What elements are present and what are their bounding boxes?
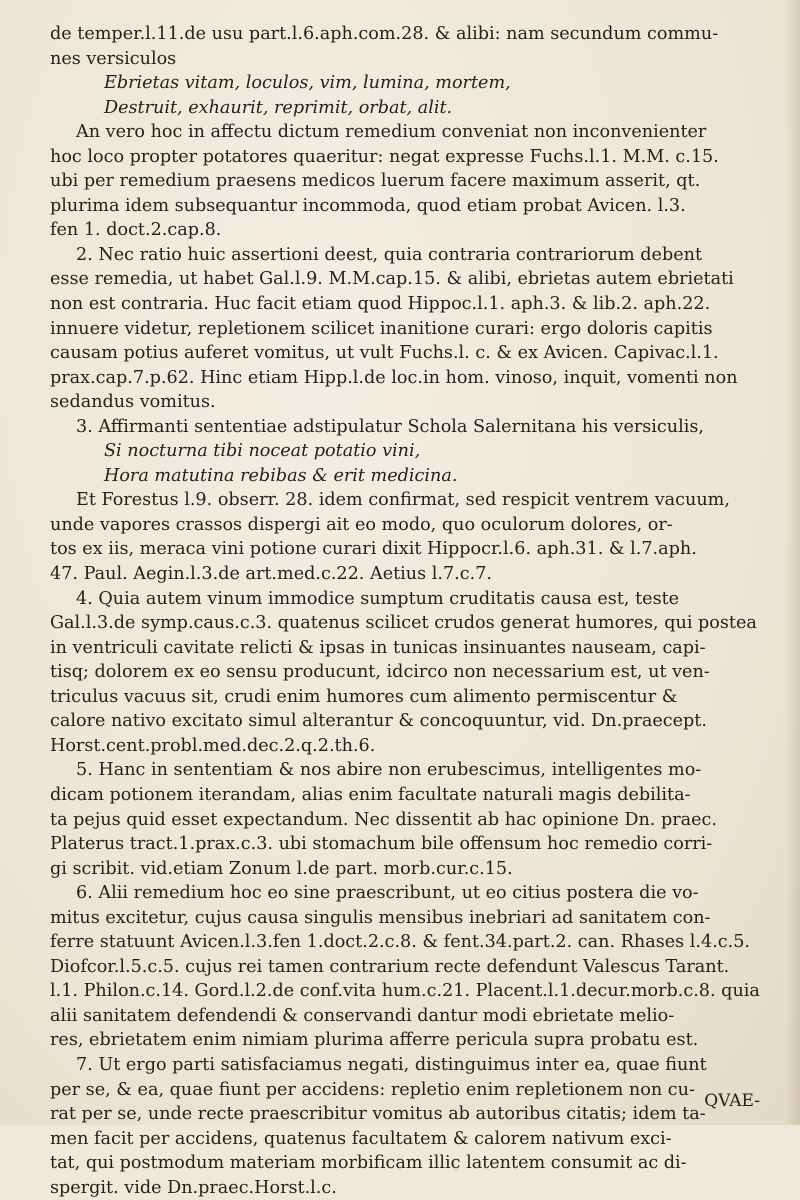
text-line: triculus vacuus sit, crudi enim humores cum alimento permiscentur & bbox=[50, 686, 678, 707]
text-line: Destruit, exhaurit, reprimit, orbat, alit. bbox=[104, 97, 453, 118]
text-line: 6. Alii remedium hoc eo sine praescribunt, ut eo citius postera die vo- bbox=[76, 883, 699, 904]
text-line: ta pejus quid esset expectandum. Nec dissentit ab hac opinione Dn. praec. bbox=[50, 809, 717, 830]
text-line: l.1. Philon.c.14. Gord.l.2.de conf.vita hum.c.21. Placent.l.1.decur.morb.c.8. quia bbox=[50, 981, 760, 1002]
text-line: rat per se, unde recte praescribitur vomitus ab autoribus citatis; idem ta- bbox=[50, 1104, 706, 1125]
text-line: in ventriculi cavitate relicti & ipsas in tunicas insinuantes nauseam, capi- bbox=[50, 637, 706, 658]
text-line: spergit. vide Dn.praec.Horst.l.c. bbox=[50, 1177, 337, 1198]
text-line: sedandus vomitus. bbox=[50, 392, 216, 413]
text-line: Ebrietas vitam, loculos, vim, lumina, mortem, bbox=[104, 73, 511, 94]
text-line: hoc loco propter potatores quaeritur: negat expresse Fuchs.l.1. M.M. c.15. bbox=[50, 146, 719, 167]
text-line: 47. Paul. Aegin.l.3.de art.med.c.22. Aetius l.7.c.7. bbox=[50, 564, 492, 585]
page-edge-shadow bbox=[786, 0, 800, 1125]
text-line: prax.cap.7.p.62. Hinc etiam Hipp.l.de loc.in hom. vinoso, inquit, vomenti non bbox=[50, 367, 738, 388]
text-line: mitus excitetur, cujus causa singulis mensibus inebriari ad sanitatem con- bbox=[50, 907, 711, 928]
text-line: nes versiculos bbox=[50, 48, 177, 69]
text-line: non est contraria. Huc facit etiam quod Hippoc.l.1. aph.3. & lib.2. aph.22. bbox=[50, 294, 711, 315]
text-line: 3. Affirmanti sententiae adstipulatur Schola Salernitana his versiculis, bbox=[76, 416, 704, 437]
text-line: tisq; dolorem ex eo sensu producunt, idcirco non necessarium est, ut ven- bbox=[50, 662, 710, 683]
text-line: Et Forestus l.9. obserr. 28. idem confirmat, sed respicit ventrem vacuum, bbox=[76, 490, 730, 511]
text-line: dicam potionem iterandam, alias enim facultate naturali magis debilita- bbox=[50, 784, 691, 805]
text-line: gi scribit. vid.etiam Zonum l.de part. morb.cur.c.15. bbox=[50, 858, 513, 879]
catchword: QVAE- bbox=[704, 1091, 760, 1111]
text-line: tat, qui postmodum materiam morbificam illic latentem consumit ac di- bbox=[50, 1153, 687, 1174]
text-line: fen 1. doct.2.cap.8. bbox=[50, 220, 222, 241]
text-line: Gal.l.3.de symp.caus.c.3. quatenus scilicet crudos generat humores, qui postea bbox=[50, 613, 757, 634]
text-line: per se, & ea, quae fiunt per accidens: repletio enim repletionem non cu- bbox=[50, 1079, 695, 1100]
text-line: de temper.l.11.de usu part.l.6.aph.com.28. & alibi: nam secundum commu- bbox=[50, 24, 719, 44]
text-line: 5. Hanc in sententiam & nos abire non erubescimus, intelligentes mo- bbox=[76, 760, 702, 781]
text-body bbox=[50, 22, 766, 1200]
text-line: esse remedia, ut habet Gal.l.9. M.M.cap.15. & alibi, ebrietas autem ebrietati bbox=[50, 269, 734, 290]
text-line: Horst.cent.probl.med.dec.2.q.2.th.6. bbox=[50, 735, 376, 756]
text-line: ferre statuunt Avicen.l.3.fen 1.doct.2.c.8. & fent.34.part.2. can. Rhases l.4.c.5. bbox=[50, 932, 751, 953]
text-line: res, ebrietatem enim nimiam plurima afferre pericula supra probatu est. bbox=[50, 1030, 699, 1051]
text-line: unde vapores crassos dispergi ait eo modo, quo oculorum dolores, or- bbox=[50, 514, 673, 535]
text-line: 7. Ut ergo parti satisfaciamus negati, distinguimus inter ea, quae fiunt bbox=[76, 1054, 707, 1075]
text-line: An vero hoc in affectu dictum remedium conveniat non inconvenienter bbox=[76, 122, 707, 143]
text-line: innuere videtur, repletionem scilicet inanitione curari: ergo doloris capitis bbox=[50, 318, 713, 339]
text-line: Diofcor.l.5.c.5. cujus rei tamen contrarium recte defendunt Valescus Tarant. bbox=[50, 956, 730, 977]
text-line: 2. Nec ratio huic assertioni deest, quia contraria contrariorum debent bbox=[76, 244, 703, 265]
text-line: tos ex iis, meraca vini potione curari dixit Hippocr.l.6. aph.31. & l.7.aph. bbox=[50, 539, 697, 560]
text-line: plurima idem subsequantur incommoda, quod etiam probat Avicen. l.3. bbox=[50, 195, 686, 216]
text-line: 4. Quia autem vinum immodice sumptum cruditatis causa est, teste bbox=[76, 588, 680, 609]
text-line: Si nocturna tibi noceat potatio vini, bbox=[104, 441, 421, 462]
text-line: causam potius auferet vomitus, ut vult Fuchs.l. c. & ex Avicen. Capivac.l.1. bbox=[50, 343, 719, 364]
text-line: ubi per remedium praesens medicos luerum facere maximum asserit, qt. bbox=[50, 171, 701, 192]
text-line: Hora matutina rebibas & erit medicina. bbox=[104, 465, 458, 486]
text-line: calore nativo excitato simul alterantur & concoquuntur, vid. Dn.praecept. bbox=[50, 711, 707, 732]
text-line: men facit per accidens, quatenus facultatem & calorem nativum exci- bbox=[50, 1128, 672, 1149]
text-line: alii sanitatem defendendi & conservandi dantur modi ebrietate melio- bbox=[50, 1005, 675, 1026]
text-line: Platerus tract.1.prax.c.3. ubi stomachum bile offensum hoc remedio corri- bbox=[50, 834, 713, 855]
